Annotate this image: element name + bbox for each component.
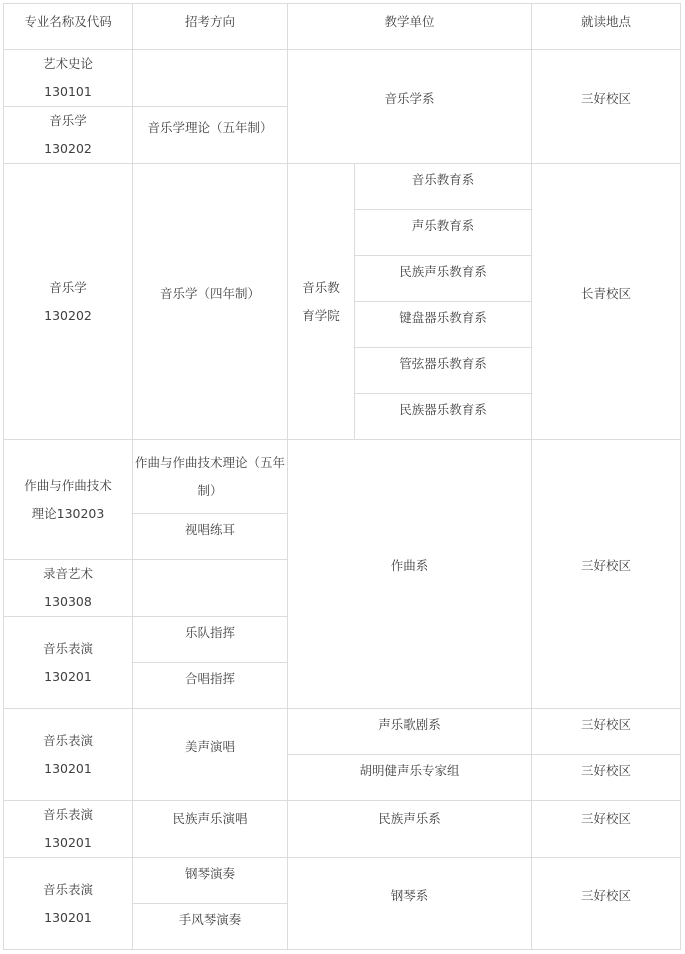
table-border-right: [680, 3, 681, 950]
major-name: 音乐表演: [42, 732, 93, 748]
header-major: [4, 4, 132, 49]
major-name-line1: 作曲与作曲技术: [24, 477, 112, 493]
header-unit: [288, 4, 531, 49]
major-name: 音乐表演: [42, 807, 93, 822]
header-unit-label: 教学单位: [384, 14, 435, 29]
unit-piano-dept: [288, 858, 531, 934]
location-label: 三好校区: [580, 558, 631, 573]
major-name: 音乐表演: [42, 881, 93, 897]
direction-label-line2: 制）: [197, 482, 223, 498]
direction-composition-theory: [133, 440, 287, 513]
direction-folk-vocal: [133, 801, 287, 857]
major-performance-b: [4, 709, 132, 800]
unit-vocal-opera-dept: [288, 709, 531, 754]
unit-label-line1: 音乐教: [302, 279, 340, 295]
direction-bel-canto: [133, 709, 287, 785]
dept-label: 声乐教育系: [411, 218, 475, 233]
edu-dept-2: [355, 210, 531, 255]
direction-musicology-four-year: [133, 164, 287, 424]
location-sanhao: [532, 858, 680, 934]
direction-label: 乐队指挥: [184, 625, 235, 640]
major-code: 130101: [44, 84, 92, 99]
major-musicology-b: [4, 164, 132, 439]
major-performance-c: [4, 801, 132, 857]
direction-label: 手风琴演奏: [178, 912, 242, 927]
unit-label-line2: 育学院: [302, 307, 340, 323]
unit-label: 作曲系: [390, 558, 429, 573]
major-code: 130201: [44, 835, 92, 850]
dept-label: 管弦器乐教育系: [399, 356, 487, 371]
row-divider: [3, 949, 680, 950]
location-changqing: [532, 164, 680, 424]
major-name: 录音艺术: [42, 566, 93, 581]
location-sanhao: [532, 755, 680, 800]
header-major-label: 专业名称及代码: [24, 14, 112, 29]
unit-label: 胡明健声乐专家组: [359, 763, 460, 778]
edu-dept-4: [355, 302, 531, 347]
dept-label: 民族声乐教育系: [399, 264, 487, 279]
unit-label: 钢琴系: [390, 888, 429, 903]
unit-label: 音乐学系: [384, 91, 435, 106]
major-name: 音乐表演: [42, 640, 93, 656]
direction-label: 钢琴演奏: [184, 866, 235, 881]
major-art-theory: [4, 50, 132, 106]
direction-label: 民族声乐演唱: [172, 811, 248, 826]
direction-piano: [133, 858, 287, 903]
unit-composition-dept: [288, 440, 531, 692]
major-code: 130201: [44, 760, 92, 776]
major-musicology-a: [4, 107, 132, 163]
header-location: [532, 4, 680, 49]
major-code: 130308: [44, 594, 92, 609]
direction-label: 美声演唱: [184, 739, 235, 754]
location-label: 长青校区: [580, 286, 631, 301]
direction-label: 音乐学（四年制）: [159, 286, 260, 301]
direction-musicology-theory: [133, 107, 287, 149]
direction-accordion: [133, 904, 287, 949]
location-label: 三好校区: [580, 717, 631, 732]
unit-hu-mingjian-group: [288, 755, 531, 800]
unit-label: 民族声乐系: [378, 811, 441, 826]
dept-label: 音乐教育系: [411, 172, 475, 187]
major-name-line2: 理论130203: [31, 505, 105, 521]
location-label: 三好校区: [580, 811, 631, 826]
unit-folk-vocal-dept: [288, 801, 531, 857]
major-code: 130202: [44, 141, 92, 156]
major-recording-arts: [4, 560, 132, 616]
location-sanhao: [532, 801, 680, 857]
direction-label-line1: 作曲与作曲技术理论（五年: [135, 454, 286, 470]
direction-band-conducting: [133, 617, 287, 662]
direction-label: 视唱练耳: [184, 522, 235, 537]
location-sanhao: [532, 440, 680, 692]
edu-dept-6: [355, 394, 531, 439]
edu-dept-3: [355, 256, 531, 301]
dept-label: 民族器乐教育系: [399, 402, 487, 417]
major-code: 130201: [44, 909, 92, 925]
major-code: 130201: [44, 668, 92, 684]
location-label: 三好校区: [580, 888, 631, 903]
location-sanhao: [532, 50, 680, 148]
header-direction-label: 招考方向: [184, 14, 235, 29]
direction-choral-conducting: [133, 663, 287, 708]
unit-music-education-college: [288, 164, 354, 439]
header-direction: [133, 4, 287, 49]
major-composition: [4, 440, 132, 559]
direction-solfege: [133, 514, 287, 559]
major-name: 音乐学: [49, 279, 87, 295]
header-location-label: 就读地点: [580, 14, 631, 29]
location-label: 三好校区: [580, 91, 631, 106]
unit-label: 声乐歌剧系: [378, 717, 441, 732]
location-sanhao: [532, 709, 680, 754]
major-name: 艺术史论: [42, 56, 93, 71]
direction-label: 音乐学理论（五年制）: [147, 120, 273, 135]
location-label: 三好校区: [580, 763, 631, 778]
dept-label: 键盘器乐教育系: [399, 310, 487, 325]
edu-dept-5: [355, 348, 531, 393]
major-code: 130202: [44, 307, 92, 323]
edu-dept-1: [355, 164, 531, 209]
major-performance-d: [4, 858, 132, 949]
unit-musicology-dept: [288, 50, 531, 148]
major-name: 音乐学: [49, 113, 87, 128]
direction-label: 合唱指挥: [184, 671, 235, 686]
major-performance-a: [4, 617, 132, 708]
